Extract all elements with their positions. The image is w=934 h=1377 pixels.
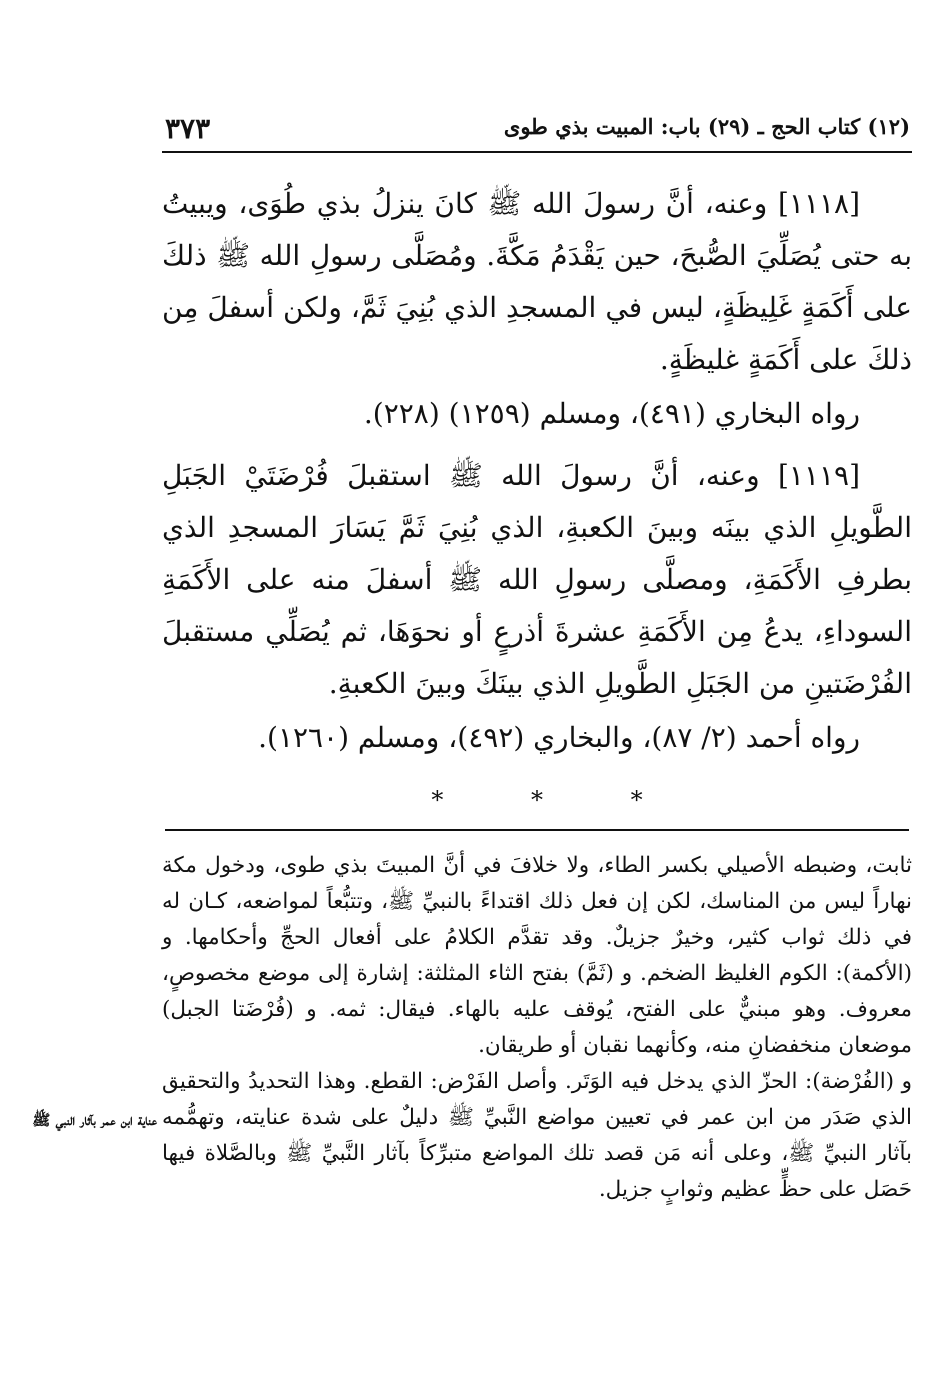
- running-header: [165, 112, 910, 148]
- hadith-1118: [162, 178, 912, 386]
- hadith-source: رواه أحمد (٢/ ٨٧)، والبخاري (٤٩٢)، ومسلم (١٢٦٠).: [258, 721, 860, 754]
- hadith-source: رواه البخاري (٤٩١)، ومسلم (١٢٥٩) (٢٢٨).: [363, 397, 860, 430]
- hadith-number: [١١١٩]: [777, 459, 860, 492]
- page-number: ٣٧٣: [165, 112, 211, 145]
- footnote-divider: [165, 829, 909, 831]
- commentary: [162, 848, 912, 1208]
- hadith-text: وعنه، أنَّ رسولَ الله ﷺ استقبلَ فُرْضَتَيْ الجَبَلِ الطَّويلِ الذي بينَه وبينَ الكعبةِ، الذي بُنِيَ ثَمَّ يَسَارَ المسجدِ الذي بطرفِ الأَكَمَةِ، ومصلَّى رسولِ الله ﷺ أسفلَ منه على الأَكَمَةِ السوداءِ، يدعُ مِن الأَكَمَةِ عشرةَ أذرعٍ أو نحوَهَا، ثم يُصَلِّي مستقبلَ الفُرْضَتينِ من الجَبَلِ الطَّويلِ الذي بينَكَ وبينَ الكعبةِ.: [162, 459, 912, 700]
- hadith-1119: [162, 450, 912, 710]
- margin-note: عناية ابن عمر بآثار النبي ﷺ: [32, 1111, 157, 1129]
- header-divider: [162, 151, 912, 153]
- chapter-title: (١٢) كتاب الحج ـ (٢٩) باب: المبيت بذي طوى: [503, 114, 910, 139]
- hadith-number: [١١١٨]: [777, 187, 861, 220]
- hadith-text: وعنه، أنَّ رسولَ الله ﷺ كانَ ينزلُ بذي طُوَى، ويبيتُ به حتى يُصَلِّيَ الصُّبحَ، حين يَقْدَمُ مَكَّةَ. ومُصَلَّى رسولِ الله ﷺ ذلكَ على أَكَمَةٍ غَلِيظَةٍ، ليس في المسجدِ الذي بُنِيَ ثَمَّ، ولكن أسفلَ مِن ذلكَ على أَكَمَةٍ غليظَةٍ.: [162, 187, 912, 376]
- section-separator: * * *: [431, 786, 683, 814]
- commentary-paragraph: و (الفُرْضة): الحزّ الذي يدخل فيه الوَتَر. وأصل الفَرْض: القطع. وهذا التحديدُ والتحقيق الذي صَدَر من ابن عمر في تعيين مواضع النَّبيِّ ﷺ دليلٌ على شدة عنايته، وتهمُّمه بآثار النبيِّ ﷺ، وعلى أنه مَن قصد تلك المواضع متبرِّكاً بآثار النَّبيِّ ﷺ وبالصَّلاة فيها حَصَل على حظٍّ عظيم وثوابٍ جزيل.: [162, 1069, 912, 1202]
- commentary-paragraph: ثابت، وضبطه الأصيلي بكسر الطاء، ولا خلافَ في أنَّ المبيتَ بذي طوى، ودخول مكة نهاراً ليس من المناسك، لكن إن فعل ذلك اقتداءً بالنبيِّ ﷺ، وتتبُّعاً لمواضعه، كـان له في ذلك ثواب كثير، وخيرٌ جزيلٌ. وقد تقدَّم الكلامُ على أفعال الحجِّ وأحكامها. و (الأكمة): الكوم الغليظ الضخم. و (ثَمَّ) بفتح الثاء المثلثة: إشارة إلى موضع مخصوصٍ، معروف. وهو مبنيٌّ على الفتح، يُوقف عليه بالهاء. فيقال: ثمه. و (فُرْضَتا الجبل) موضعان منخفضانِ منه، وكأنهما نقبان أو طريقان.: [162, 853, 912, 1058]
- main-text: [162, 178, 912, 826]
